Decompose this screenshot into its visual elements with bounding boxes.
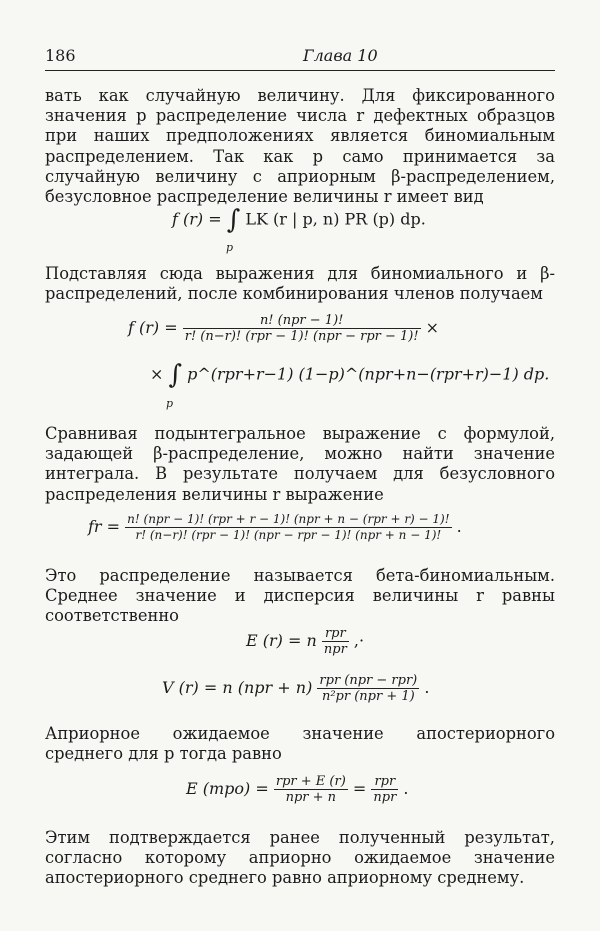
eq6-numerator-2: rpr	[374, 774, 396, 789]
eq3-end: .	[456, 517, 462, 536]
eq5-lhs: V (r) = n (npr + n)	[162, 678, 313, 697]
eq2-limit: p	[166, 397, 174, 410]
eq2-integrand: p^(rpr+r−1) (1−p)^(npr+n−(rpr+r)−1) dp.	[187, 364, 550, 384]
eq2-numerator: n! (npr − 1)!	[259, 313, 344, 328]
chapter-title: Глава 10	[303, 46, 378, 65]
eq2-times: ×	[425, 318, 440, 337]
equation-expected-posterior-mean	[186, 774, 408, 805]
eq4-end: ,·	[353, 631, 365, 650]
equation-combined-line2	[150, 360, 549, 390]
eq5-denominator: n²pr (npr + 1)	[317, 688, 419, 704]
eq6-equals: =	[352, 779, 367, 798]
paragraph-prior-expectation: Априорное ожидаемое значение апостериорного среднего для p тогда равно	[45, 724, 555, 764]
eq3-denominator: r! (n−r)! (rpr − 1)! (npr − rpr − 1)! (npr + n − 1)!	[125, 527, 451, 543]
integral-sign-2: ∫	[168, 360, 183, 390]
equation-mean	[246, 626, 364, 657]
eq1-lhs: f (r) =	[172, 209, 222, 229]
eq6-denominator-1: npr + n	[274, 789, 348, 805]
eq2-line2-prefix: ×	[150, 364, 164, 384]
paragraph-intro: вать как случайную величину. Для фиксированного значения p распределение числа r дефектных образцов при наших предположениях является биномиальным распределением. Так как p само принимается за случайную величину с априорным β-распределением, безусловное распределение величины r имеет вид	[45, 86, 555, 207]
equation-marginal	[172, 205, 426, 235]
eq5-fraction	[317, 673, 419, 704]
page-header	[45, 46, 555, 71]
eq6-fraction-1	[274, 774, 348, 805]
eq4-fraction	[322, 626, 349, 657]
page-number: 186	[45, 46, 76, 65]
paragraph-integral: Сравнивая подынтегральное выражение с формулой, задающей β-распределение, можно найти значение интеграла. В результате получаем для безусловного распределения величины r выражение	[45, 424, 555, 504]
eq1-integrand: LK (r | p, n) PR (p) dp.	[245, 209, 426, 229]
eq2-fraction	[183, 313, 421, 344]
equation-beta-binomial	[88, 512, 462, 543]
eq4-denominator: npr	[323, 642, 347, 657]
equation-combined	[128, 313, 439, 344]
paragraph-substitution: Подставляя сюда выражения для биномиального и β-распределений, после комбинирования членов получаем	[45, 264, 555, 304]
eq3-numerator: n! (npr − 1)! (rpr + r − 1)! (npr + n − (rpr + r) − 1)!	[127, 512, 450, 526]
eq2-lhs: f (r) =	[128, 318, 178, 337]
eq6-numerator-1: rpr + E (r)	[275, 774, 346, 789]
eq4-numerator: rpr	[324, 626, 346, 641]
eq3-fraction	[125, 512, 451, 543]
eq2-denominator: r! (n−r)! (rpr − 1)! (npr − rpr − 1)!	[184, 329, 419, 344]
eq4-lhs: E (r) = n	[246, 631, 317, 650]
eq1-limit: p	[226, 241, 234, 254]
eq6-end: .	[403, 779, 409, 798]
eq6-fraction-2	[371, 774, 398, 805]
paragraph-moments: Это распределение называется бета-биномиальным. Среднее значение и дисперсия величины r равны соответственно	[45, 566, 555, 626]
equation-variance	[162, 673, 429, 704]
eq6-denominator-2: npr	[373, 790, 397, 805]
eq5-numerator: rpr (npr − rpr)	[319, 673, 418, 688]
paragraph-conclusion: Этим подтверждается ранее полученный результат, согласно которому априорно ожидаемое значение апостериорного среднего равно априорному среднему.	[45, 828, 555, 888]
eq3-lhs: fr =	[88, 517, 121, 536]
eq6-lhs: E (mpo) =	[186, 779, 269, 798]
integral-sign: ∫	[226, 205, 241, 235]
eq5-end: .	[424, 678, 430, 697]
